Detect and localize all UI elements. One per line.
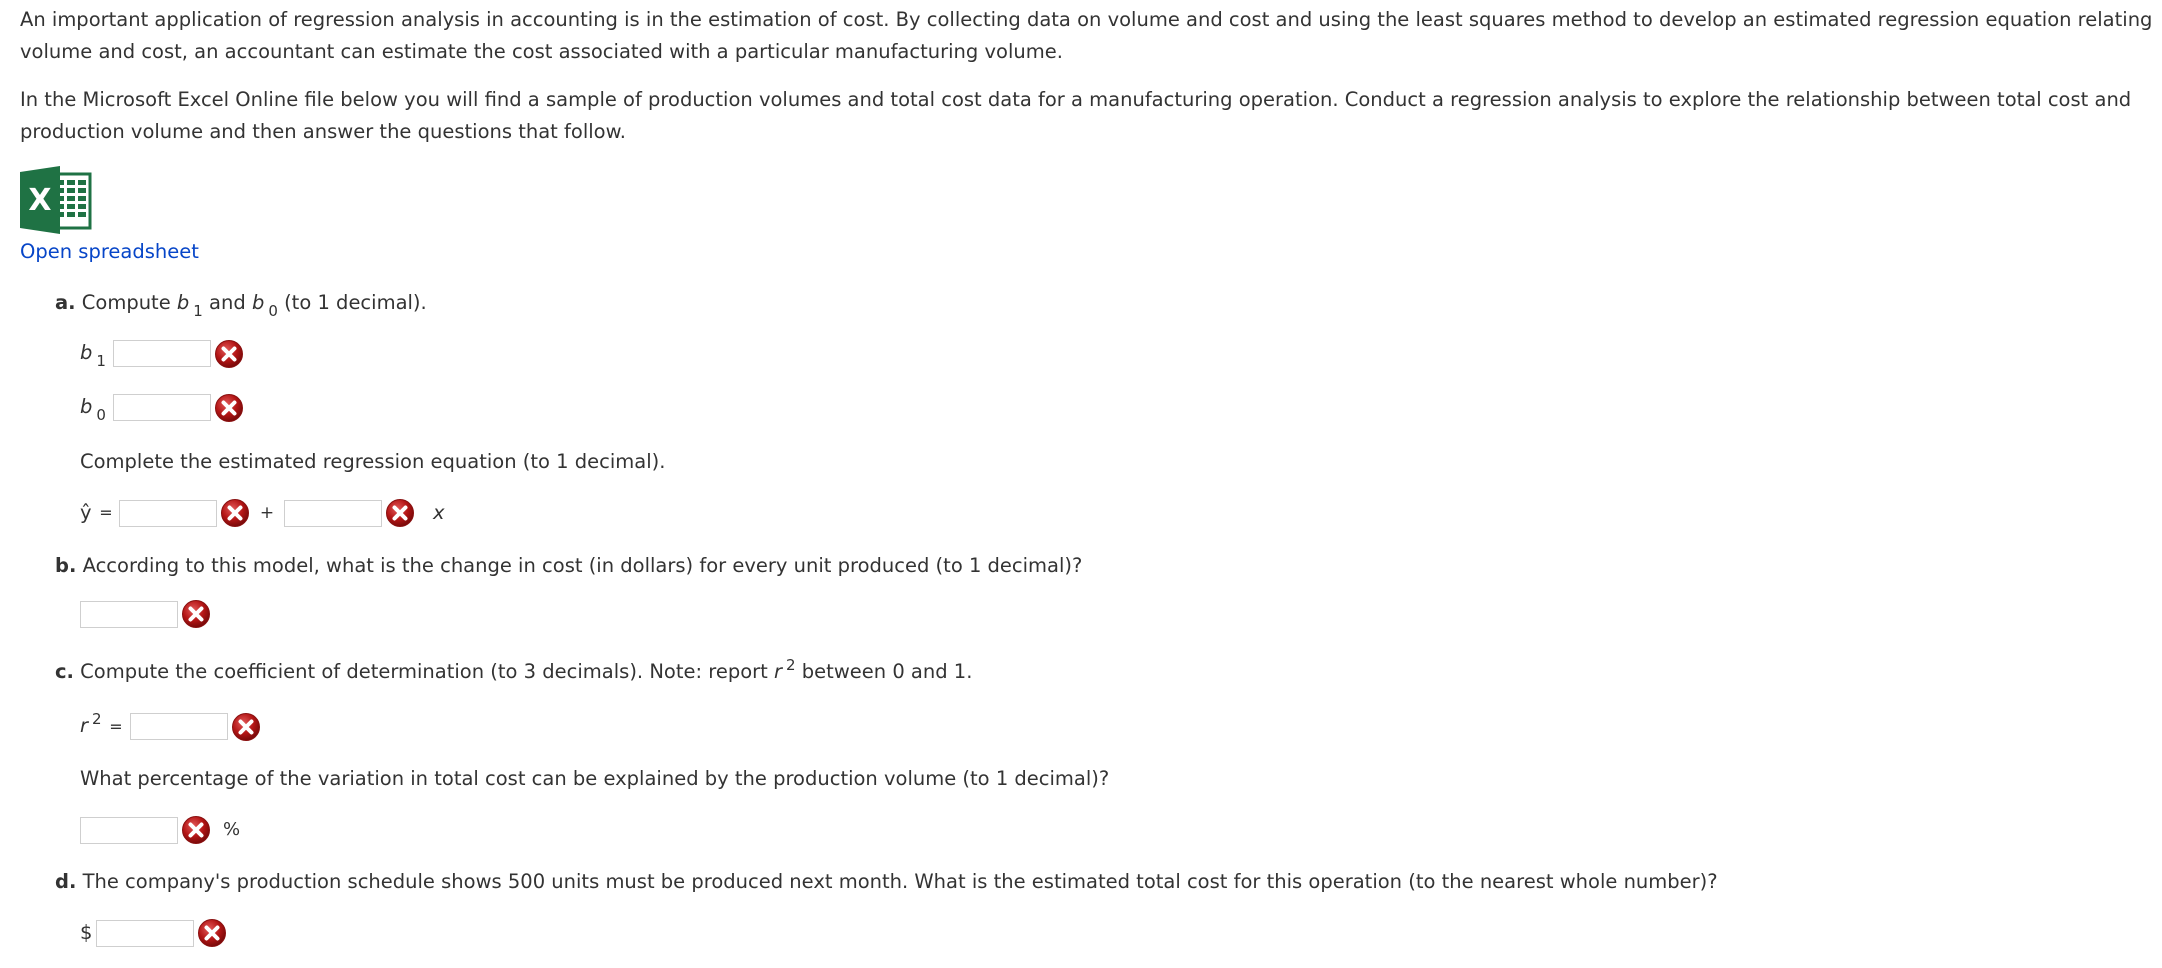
b1-label: b $_1$ xyxy=(80,341,106,370)
equation-slope-input[interactable] xyxy=(284,500,382,527)
question-a-letter: a. xyxy=(55,291,76,314)
open-spreadsheet-link[interactable]: Open spreadsheet xyxy=(20,240,199,263)
r-squared-input[interactable] xyxy=(130,713,228,740)
b-variable: b xyxy=(176,291,190,314)
regression-equation-row xyxy=(80,497,445,529)
question-c-letter: c. xyxy=(55,660,74,683)
question-a xyxy=(55,287,427,320)
b0-label: b $_0$ xyxy=(80,395,106,424)
question-b-text: According to this model, what is the change in cost (in dollars) for every unit produced (to 1 decimal)? xyxy=(82,554,1083,577)
unit-cost-row xyxy=(80,599,211,629)
question-b xyxy=(55,550,1082,582)
plus-sign: + xyxy=(259,503,275,523)
question-d-letter: d. xyxy=(55,870,77,893)
b1-subscript: 1 xyxy=(193,302,203,320)
percentage-input[interactable] xyxy=(80,817,178,844)
equation-prompt: Complete the estimated regression equation (to 1 decimal). xyxy=(80,450,666,473)
question-d-text: The company's production schedule shows 500 units must be produced next month. What is the estimated total cost for this operation (to the nearest whole number)? xyxy=(82,870,1718,893)
incorrect-x-icon xyxy=(214,339,244,369)
r-superscript: 2 xyxy=(786,656,796,674)
x-variable: x xyxy=(433,501,445,524)
b0-input[interactable] xyxy=(113,394,211,421)
question-d xyxy=(55,866,1718,898)
incorrect-x-icon xyxy=(231,712,261,742)
equation-intercept-input[interactable] xyxy=(119,500,217,527)
percent-symbol: % xyxy=(223,819,241,840)
r-squared-row xyxy=(80,710,261,743)
b0-row xyxy=(80,391,244,424)
excel-icon[interactable] xyxy=(20,166,92,234)
total-cost-row xyxy=(80,917,227,949)
incorrect-x-icon xyxy=(197,918,227,948)
question-c-text-after: between 0 and 1. xyxy=(795,660,973,683)
incorrect-x-icon xyxy=(385,498,415,528)
question-a-text-after: (to 1 decimal). xyxy=(277,291,427,314)
intro-paragraph-2: In the Microsoft Excel Online file below you will find a sample of production volumes and total cost data for a manufacturing operation. Conduct a regression analysis to explore the relationship between total cost and production volume and then answer the questions that follow. xyxy=(20,88,2132,143)
svg-text:X: X xyxy=(28,183,52,218)
unit-cost-input[interactable] xyxy=(80,601,178,628)
incorrect-x-icon xyxy=(181,599,211,629)
total-cost-input[interactable] xyxy=(96,920,194,947)
and-text: and xyxy=(202,291,252,314)
b-variable: b xyxy=(251,291,265,314)
incorrect-x-icon xyxy=(214,393,244,423)
question-a-text-before: Compute xyxy=(81,291,177,314)
percentage-prompt: What percentage of the variation in total cost can be explained by the production volume (to 1 decimal)? xyxy=(80,767,1110,790)
b0-subscript: 0 xyxy=(268,302,278,320)
percentage-row xyxy=(80,814,240,846)
question-c-text-before: Compute the coefficient of determination (to 3 decimals). Note: report xyxy=(80,660,775,683)
question-b-letter: b. xyxy=(55,554,77,577)
incorrect-x-icon xyxy=(181,815,211,845)
b1-row xyxy=(80,337,244,370)
dollar-sign: $ xyxy=(80,921,93,944)
intro-paragraph-1: An important application of regression analysis in accounting is in the estimation of cost. By collecting data on volume and cost and using the least squares method to develop an estimated regression equation relating volume and cost, an accountant can estimate the cost associated with a particular manufacturing volume. xyxy=(20,8,2153,63)
b1-input[interactable] xyxy=(113,340,211,367)
incorrect-x-icon xyxy=(220,498,250,528)
question-c xyxy=(55,656,972,689)
r-squared-label: r $^2$ xyxy=(80,710,102,737)
y-hat-label: ŷ xyxy=(80,501,92,524)
equals-sign: = xyxy=(109,716,123,736)
r-variable: r xyxy=(774,660,783,683)
equals-sign: = xyxy=(99,503,113,522)
